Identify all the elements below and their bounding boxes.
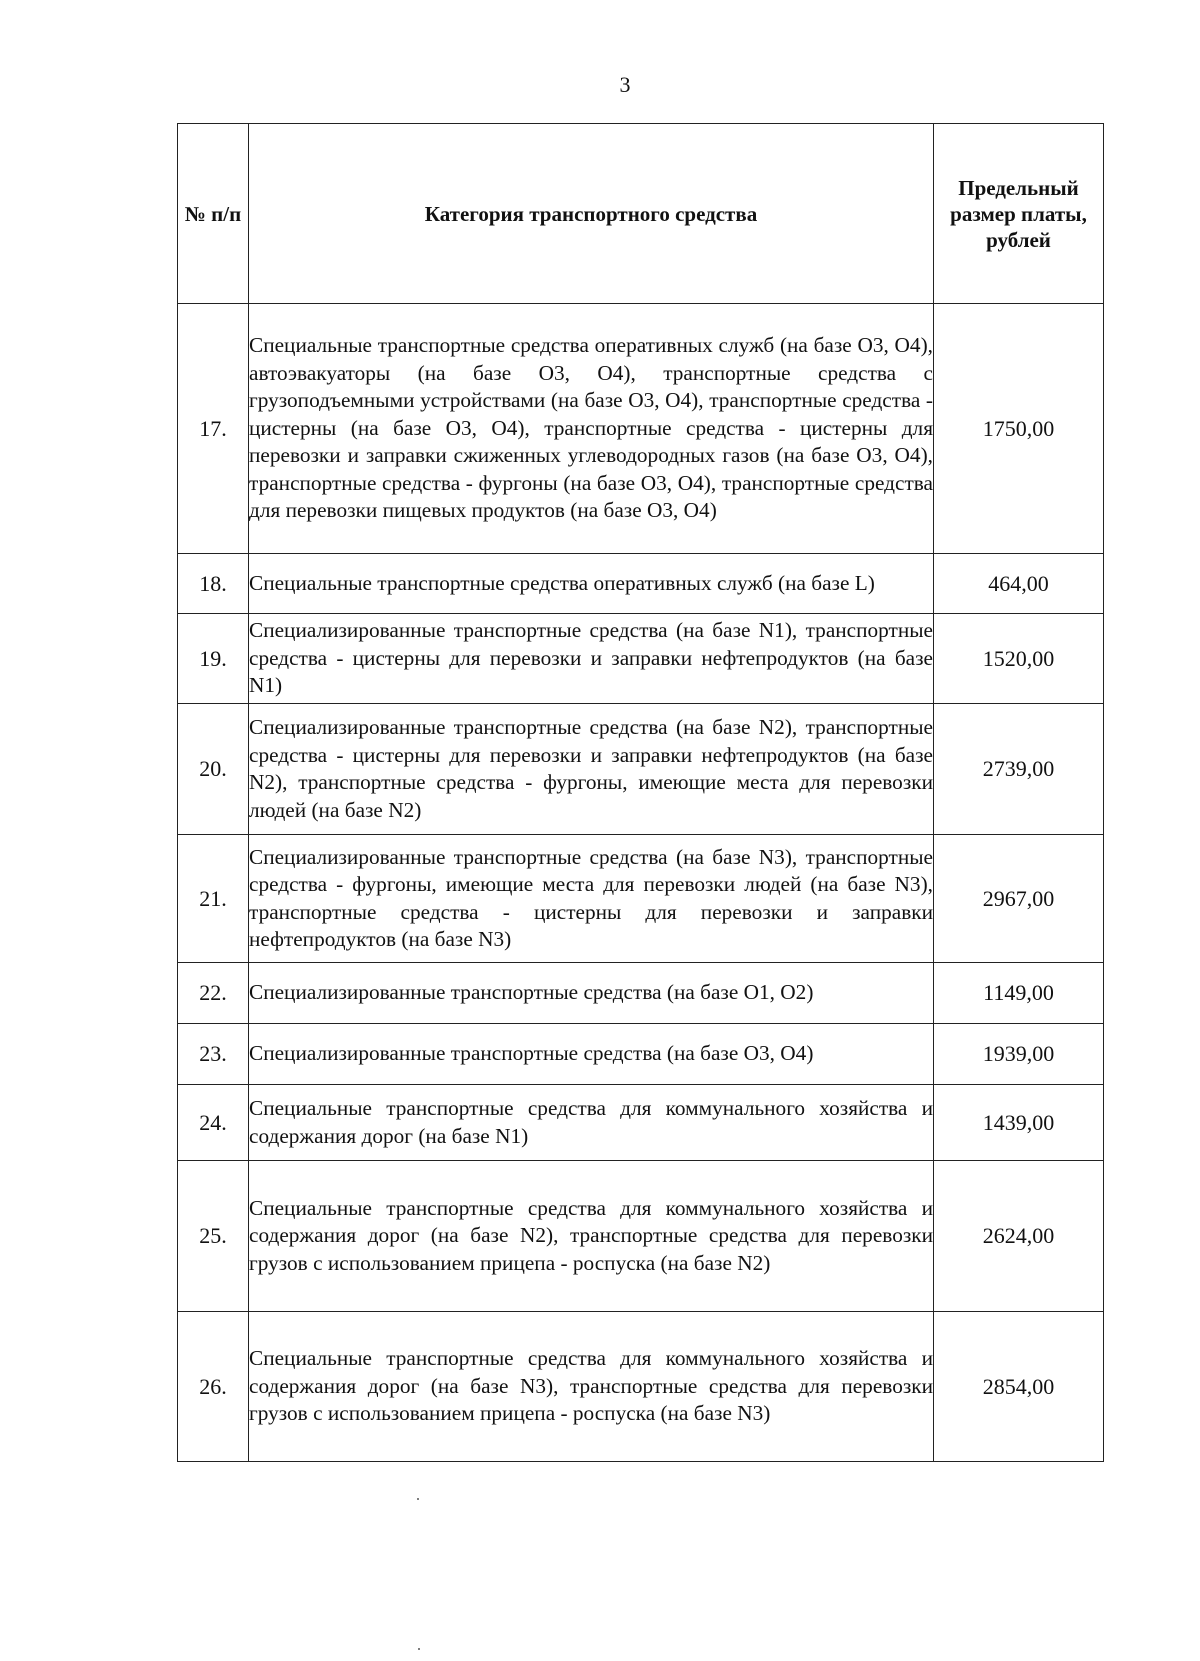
fee-table [177,123,1104,1462]
row-fee: 1520,00 [934,614,1104,704]
row-category: Специализированные транспортные средства (на базе N3), транспортные средства - фургоны, имеющие места для перевозки людей (на базе N3), транспортные средства - цистерны для перевозки и заправки нефтепродуктов (на базе N3) [249,835,934,963]
row-category: Специальные транспортные средства для коммунального хозяйства и содержания дорог (на базе N3), транспортные средства для перевозки грузов с использованием прицепа - роспуска (на базе N3) [249,1312,934,1462]
row-category: Специализированные транспортные средства (на базе N2), транспортные средства - цистерны для перевозки и заправки нефтепродуктов (на базе N2), транспортные средства - фургоны, имеющие места для перевозки людей (на базе N2) [249,704,934,835]
scan-speck [417,1498,419,1500]
table-row [178,1024,1104,1085]
row-fee: 2624,00 [934,1161,1104,1312]
row-category: Специальные транспортные средства оперативных служб (на базе O3, O4), автоэвакуаторы (на базе O3, O4), транспортные средства с грузоподъемными устройствами (на базе O3, O4), транспортные средства - цистерны (на базе O3, O4), транспортные средства - цистерны для перевозки и заправки сжиженных углеводородных газов (на базе O3, O4), транспортные средства - фургоны (на базе O3, O4), транспортные средства для перевозки пищевых продуктов (на базе O3, O4) [249,304,934,554]
header-num [178,124,249,304]
table-row [178,614,1104,704]
row-fee: 1149,00 [934,963,1104,1024]
table-row [178,1161,1104,1312]
row-category: Специализированные транспортные средства (на базе N1), транспортные средства - цистерны для перевозки и заправки нефтепродуктов (на базе N1) [249,614,934,704]
row-num: 26. [178,1312,249,1462]
header-category: Категория транспортного средства [249,124,934,304]
row-category: Специализированные транспортные средства (на базе O1, O2) [249,963,934,1024]
row-fee: 464,00 [934,554,1104,614]
row-category: Специальные транспортные средства для коммунального хозяйства и содержания дорог (на базе N2), транспортные средства для перевозки грузов с использованием прицепа - роспуска (на базе N2) [249,1161,934,1312]
table-row [178,835,1104,963]
page-number: 3 [619,72,631,97]
row-num: 19. [178,614,249,704]
row-fee: 2854,00 [934,1312,1104,1462]
scan-speck [418,1648,420,1650]
header-num-label: № п/п [184,201,242,226]
row-num: 18. [178,554,249,614]
table-row [178,704,1104,835]
table-row [178,1085,1104,1161]
row-num: 20. [178,704,249,835]
row-category: Специализированные транспортные средства (на базе O3, O4) [249,1024,934,1085]
row-num: 17. [178,304,249,554]
row-category: Специальные транспортные средства оперативных служб (на базе L) [249,554,934,614]
row-category: Специальные транспортные средства для коммунального хозяйства и содержания дорог (на базе N1) [249,1085,934,1161]
row-fee: 1939,00 [934,1024,1104,1085]
row-num: 21. [178,835,249,963]
header-fee-label: Предельный размер платы, рублей [950,175,1087,252]
table-row [178,963,1104,1024]
row-num: 22. [178,963,249,1024]
table-row [178,1312,1104,1462]
row-fee: 2967,00 [934,835,1104,963]
table-header-row [178,124,1104,304]
table-row [178,554,1104,614]
row-fee: 1439,00 [934,1085,1104,1161]
row-num: 23. [178,1024,249,1085]
row-fee: 1750,00 [934,304,1104,554]
row-num: 24. [178,1085,249,1161]
row-fee: 2739,00 [934,704,1104,835]
header-fee [934,124,1104,304]
table-row [178,304,1104,554]
row-num: 25. [178,1161,249,1312]
